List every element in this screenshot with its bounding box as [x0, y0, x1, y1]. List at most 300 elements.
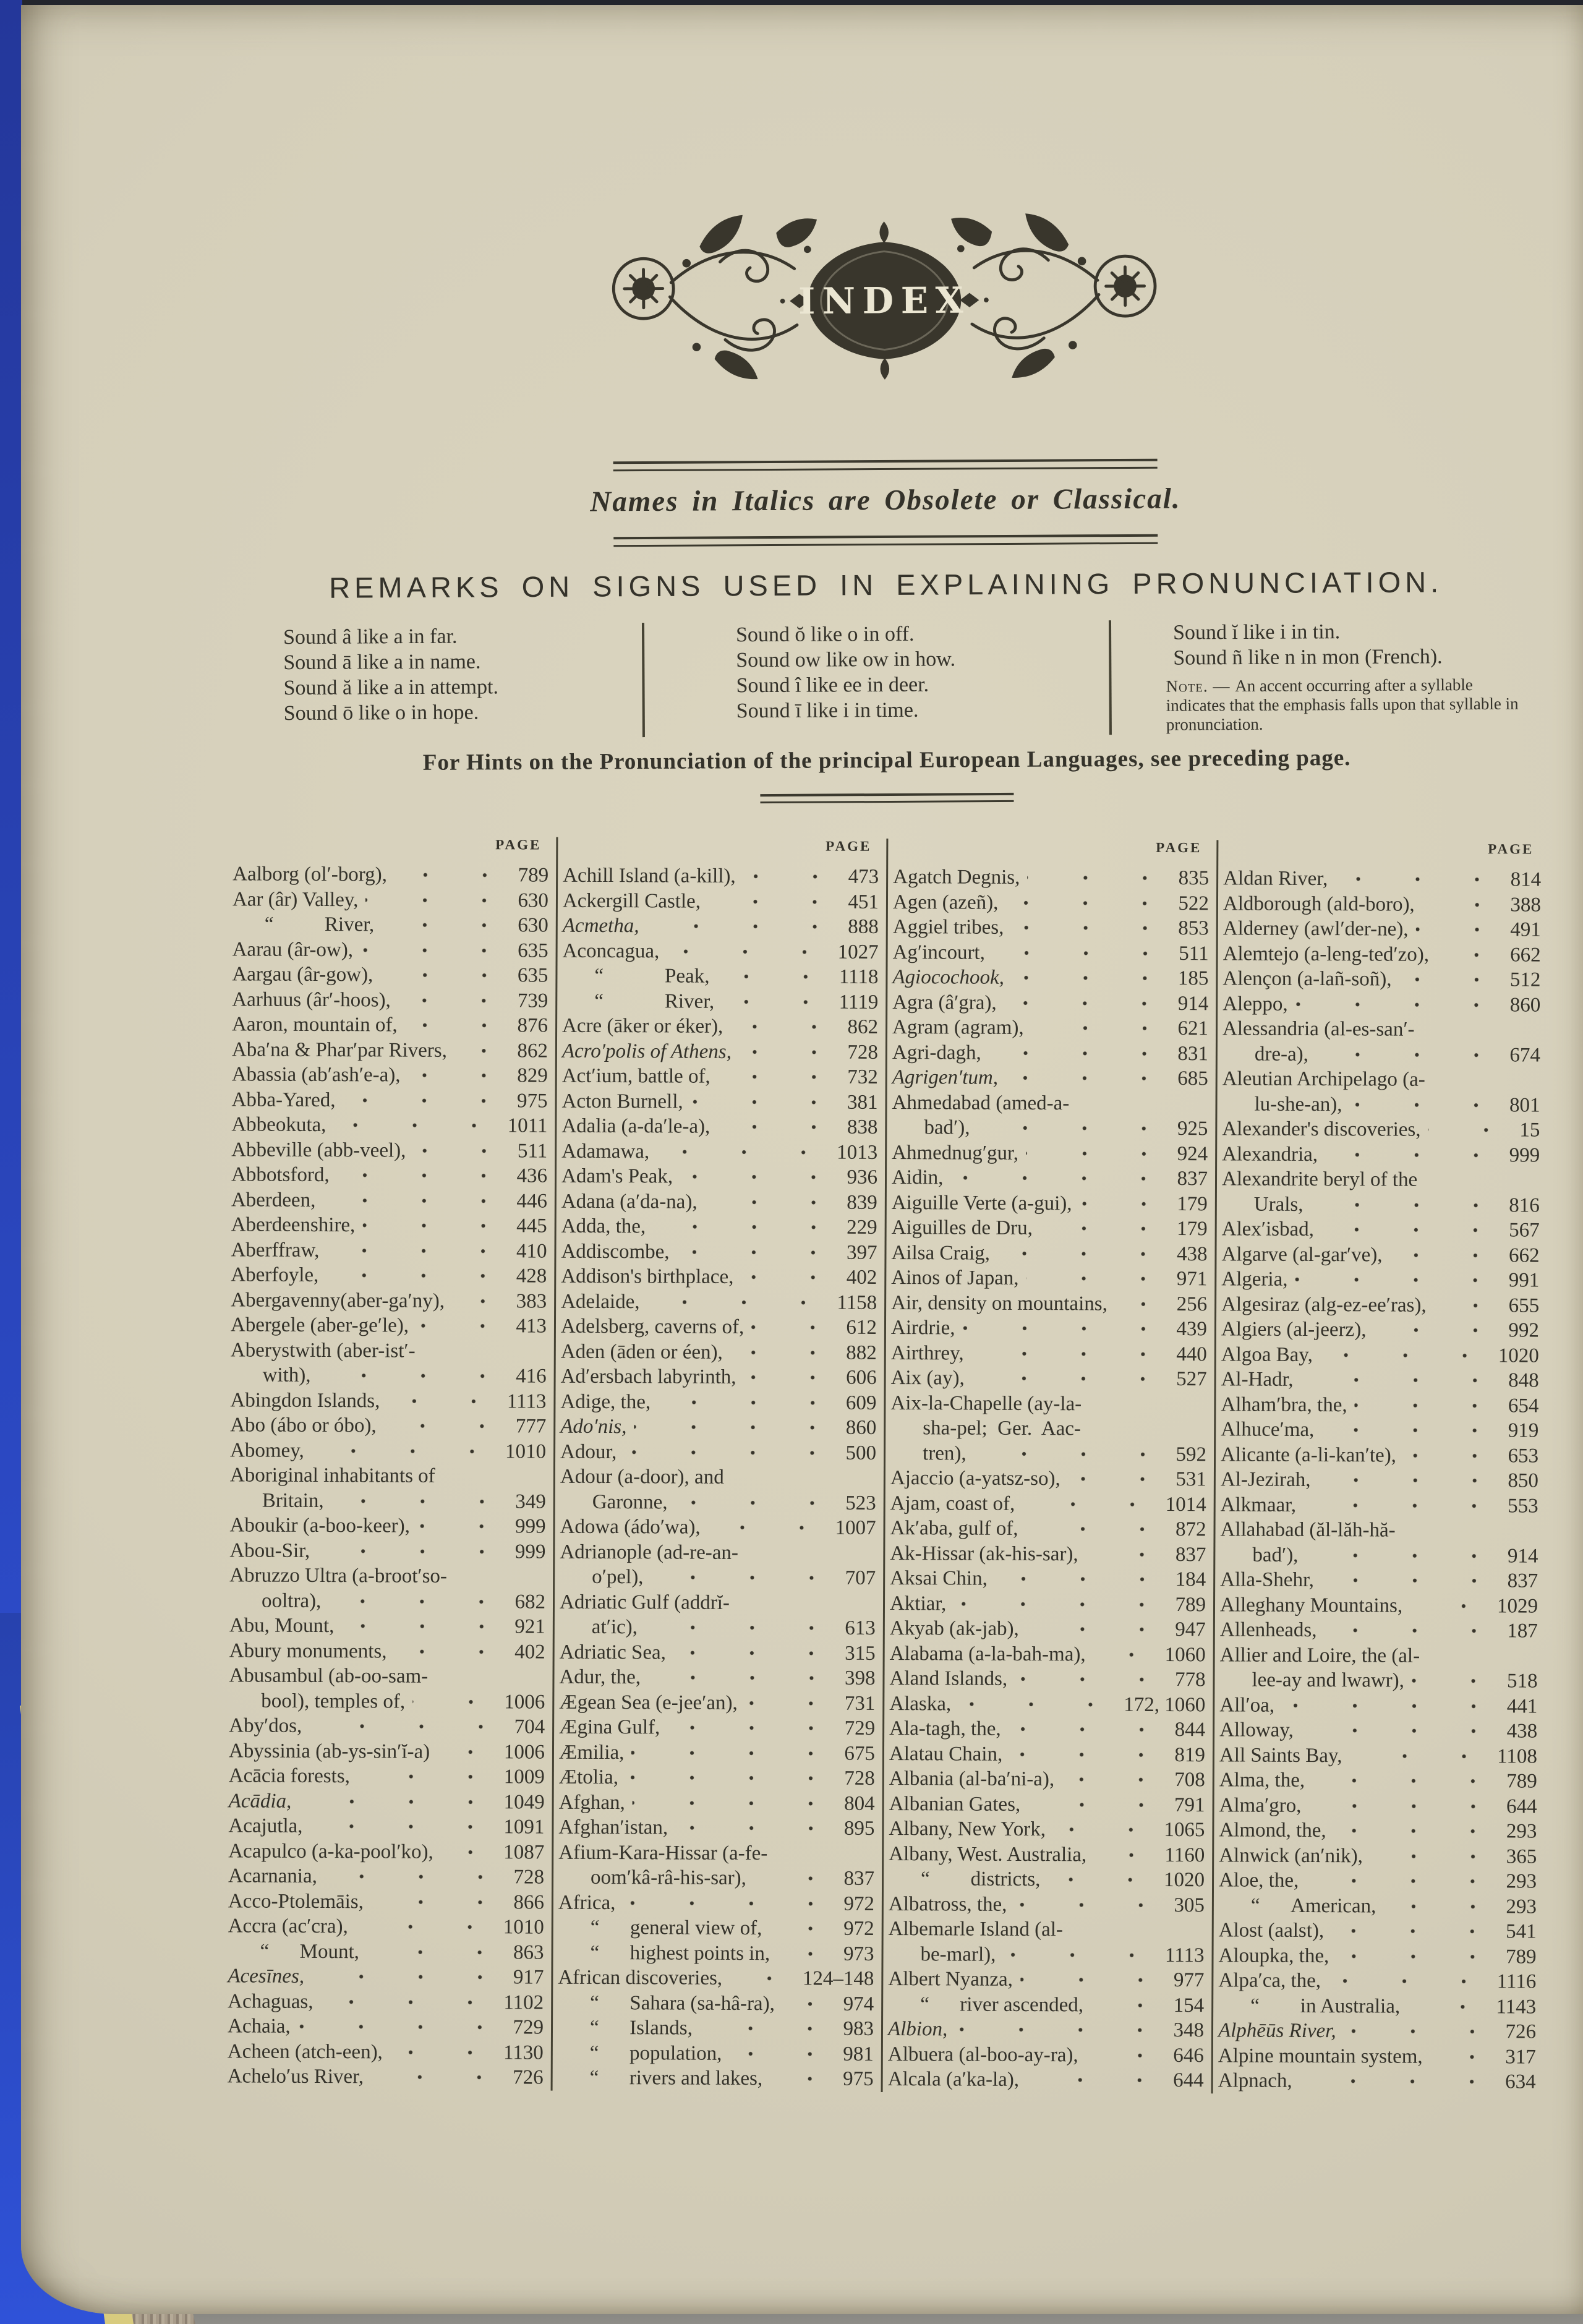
entry-text: “ River,	[594, 989, 715, 1013]
index-entry	[558, 1815, 874, 1842]
dot-leader	[743, 1365, 842, 1390]
entry-text: Abruzzo Ultra (a-broot′so-	[229, 1564, 448, 1587]
index-entry	[1220, 1617, 1538, 1644]
index-entry	[560, 1639, 876, 1666]
dot-leader	[441, 1839, 500, 1865]
pronunciation-line: Sound ă like a in attempt.	[283, 675, 499, 700]
dot-leader	[717, 964, 835, 989]
entry-text: Agatch Degnis,	[893, 866, 1020, 889]
entry-text: Agra (â′gra),	[892, 991, 997, 1014]
index-entry	[228, 1863, 544, 1890]
index-entry	[889, 1766, 1205, 1793]
entry-text: Britain,	[262, 1489, 324, 1512]
entry-page-number: 317	[1505, 2045, 1536, 2069]
entry-text: Aalborg (ol′-borg),	[233, 863, 388, 886]
entry-page-number: 402	[846, 1266, 877, 1289]
dot-leader	[730, 1014, 844, 1040]
entry-page-number: 1014	[1165, 1493, 1206, 1516]
index-entry	[889, 1892, 1205, 1918]
entry-page-number: 999	[514, 1515, 546, 1538]
note-text: An accent occurring after a syllable indicates that the emphasis falls upon that syllable in pronunciation.	[1166, 675, 1519, 734]
entry-text: Acapulco (a-ka-pool′ko),	[228, 1839, 433, 1863]
entry-text: Alhuce′ma,	[1221, 1418, 1315, 1442]
dot-leader	[326, 1263, 513, 1289]
index-entry	[1221, 1417, 1538, 1443]
entry-text: at′ic),	[591, 1615, 638, 1639]
index-entry	[228, 1963, 544, 1990]
dot-leader	[309, 1714, 511, 1740]
entry-text: bool), temples of,	[261, 1690, 406, 1713]
entry-text: Alma, the,	[1219, 1769, 1305, 1792]
entry-text: Alexandria,	[1222, 1142, 1318, 1166]
entry-page-number: 975	[843, 2067, 874, 2090]
dot-leader	[675, 1490, 842, 1516]
entry-text: Alex′isbad,	[1221, 1218, 1315, 1241]
index-entry	[230, 1412, 546, 1439]
dot-leader	[729, 2041, 839, 2066]
entry-text: Æmilia,	[558, 1741, 625, 1764]
entry-page-number: 816	[1509, 1194, 1540, 1217]
dot-leader	[658, 1390, 842, 1416]
entry-page-number: 397	[846, 1241, 877, 1264]
entry-page-number: 682	[514, 1590, 546, 1613]
dot-leader	[1053, 1817, 1161, 1842]
entry-text: Aksai Chin,	[890, 1567, 988, 1590]
short-double-rule	[760, 793, 1013, 803]
entry-page-number: 531	[1176, 1468, 1206, 1491]
entry-text: All Saints Bay,	[1219, 1743, 1342, 1767]
index-entry	[560, 1489, 876, 1516]
index-entry	[228, 1839, 544, 1865]
entry-page-number: 440	[1176, 1343, 1207, 1365]
entry-page-number: 1143	[1496, 1995, 1537, 2019]
entry-page-number: 613	[845, 1617, 876, 1639]
dot-leader	[1399, 967, 1506, 993]
index-entry	[889, 1792, 1205, 1818]
entry-page-number: 1006	[504, 1690, 545, 1714]
entry-text: Albanian Gates,	[889, 1792, 1021, 1816]
entry-text: be-marl),	[920, 1942, 996, 1966]
entry-page-number: 1010	[505, 1440, 547, 1463]
dot-leader	[1115, 1291, 1173, 1317]
pronunciation-line: Sound ā like a in name.	[283, 650, 481, 675]
entry-text: Adalia (a-da′le-a),	[561, 1114, 710, 1138]
entry-text: Adriatic Sea,	[559, 1641, 667, 1664]
entry-page-number: 685	[1177, 1067, 1208, 1090]
index-entry	[892, 1065, 1208, 1092]
dot-leader	[1005, 1066, 1174, 1092]
dot-leader	[1005, 890, 1174, 916]
entry-page-number: 862	[847, 1015, 879, 1038]
entry-text: Acton Burnell,	[561, 1090, 683, 1113]
entry-page-number: 872	[1175, 1518, 1206, 1541]
entry-page-number: 1007	[835, 1516, 876, 1539]
dot-leader	[1422, 892, 1507, 917]
entry-page-number: 644	[1506, 1795, 1537, 1818]
entry-text: Acesīnes,	[228, 1965, 305, 1988]
entry-text: Air, density on mountains,	[891, 1291, 1107, 1315]
entry-text: Alpnach,	[1218, 2069, 1292, 2092]
index-entry	[563, 913, 879, 940]
dot-leader	[1004, 990, 1174, 1016]
index-entry	[889, 1741, 1205, 1768]
entry-text: Alençon (a-lañ-soñ),	[1222, 967, 1392, 991]
dot-leader	[718, 1064, 844, 1090]
entry-text: Abassia (ab′ash′e-a),	[231, 1063, 401, 1087]
dot-leader	[954, 1591, 1171, 1617]
entry-text: Aar (âr) Valley,	[232, 887, 359, 911]
dot-leader	[1321, 1568, 1504, 1594]
entry-page-number: 305	[1174, 1894, 1205, 1916]
entry-page-number: 925	[1177, 1117, 1208, 1140]
dot-leader	[362, 1213, 513, 1239]
entry-page-number: 348	[1173, 2019, 1205, 2042]
dot-leader	[398, 988, 514, 1013]
entry-page-number: 862	[517, 1039, 548, 1062]
page-column-header: PAGE	[826, 838, 872, 854]
index-entry	[560, 1589, 876, 1616]
entry-text: Ad′ersbach labyrinth,	[560, 1365, 736, 1388]
dot-leader	[1012, 965, 1174, 991]
entry-page-number: 541	[1506, 1920, 1537, 1943]
dot-leader	[1025, 1516, 1172, 1542]
dot-leader	[367, 1939, 510, 1965]
entry-page-number: 1160	[1164, 1843, 1205, 1866]
dot-leader	[1324, 1618, 1503, 1644]
entry-page-number: 413	[516, 1315, 547, 1338]
index-entry	[1221, 1242, 1539, 1268]
dot-leader	[1093, 1642, 1161, 1667]
entry-page-number: 179	[1177, 1218, 1208, 1241]
dot-leader	[1430, 2044, 1502, 2069]
index-entry	[228, 2039, 544, 2066]
entry-page-number: 634	[1505, 2070, 1536, 2093]
index-entry	[560, 1615, 876, 1641]
index-entry	[1221, 1467, 1538, 1493]
index-entry	[890, 1516, 1206, 1542]
index-entry	[229, 1613, 545, 1639]
entry-text: “ Sahara (sa-hâ-ra),	[590, 1991, 775, 2015]
entry-page-number: 1065	[1164, 1818, 1205, 1842]
entry-page-number: 630	[518, 914, 548, 937]
dot-leader	[958, 1691, 1120, 1717]
entry-text: Ag′incourt,	[892, 941, 985, 964]
dot-leader	[1321, 1417, 1504, 1443]
entry-text: bad′),	[1252, 1544, 1299, 1566]
entry-text: Adour,	[560, 1440, 617, 1463]
entry-text: Algiers (al-jeerz),	[1221, 1318, 1367, 1341]
index-entry	[228, 1913, 544, 1940]
entry-text: Abo (ábo or óbo),	[230, 1414, 377, 1437]
entry-text: Urals,	[1253, 1193, 1304, 1216]
entry-page-number: 410	[516, 1239, 547, 1263]
dot-leader	[1428, 1117, 1516, 1143]
dot-leader	[394, 1639, 511, 1664]
entry-page-number: 184	[1175, 1568, 1206, 1591]
entry-text: Aktiar,	[889, 1592, 947, 1615]
entry-text: Agrigen′tum,	[892, 1066, 999, 1089]
index-entry	[1220, 1592, 1538, 1619]
index-entry	[558, 1940, 874, 1967]
index-entry	[558, 2015, 874, 2042]
entry-page-number: 876	[517, 1014, 548, 1037]
entry-text: Adana (a′da-na),	[561, 1190, 698, 1213]
entry-page-number: 1060	[1164, 1643, 1206, 1666]
dot-leader	[395, 863, 514, 888]
index-entry	[229, 1588, 545, 1615]
entry-text: “ river ascended,	[920, 1993, 1084, 2016]
entry-text: Abomey,	[230, 1438, 304, 1462]
entry-text: lee-ay and lwawr),	[1252, 1668, 1405, 1692]
index-table	[223, 835, 1549, 2095]
dot-leader	[361, 938, 514, 963]
index-entry	[229, 1738, 545, 1765]
dot-leader	[647, 1289, 833, 1315]
entry-text: Albemarle Island (al-	[888, 1918, 1064, 1941]
index-entry	[888, 1942, 1204, 1968]
index-entry	[891, 1315, 1207, 1342]
dot-leader	[1014, 1892, 1170, 1918]
dot-leader	[648, 1665, 841, 1691]
entry-page-number: 349	[515, 1490, 546, 1513]
index-entry	[1223, 866, 1541, 892]
entry-page-number: 621	[1177, 1017, 1209, 1040]
dot-leader	[1010, 1741, 1171, 1767]
dot-leader	[331, 1489, 512, 1514]
entry-text: Adowa (ádo′wa),	[560, 1515, 701, 1539]
dot-leader	[730, 1966, 799, 1991]
ornament-flourish-left	[613, 215, 818, 380]
dot-leader	[1412, 1668, 1503, 1694]
entry-page-number: 609	[845, 1391, 877, 1414]
index-entry	[230, 1463, 546, 1489]
entry-text: Addison's birthplace,	[561, 1265, 734, 1288]
index-entry	[1221, 1342, 1539, 1369]
entry-page-number: 1006	[503, 1740, 545, 1764]
entry-text: Aarau (âr-ow),	[232, 938, 354, 961]
dot-leader	[1022, 1491, 1162, 1516]
dot-leader	[1079, 1191, 1173, 1216]
dot-leader	[1027, 865, 1174, 891]
dot-leader	[343, 1088, 514, 1114]
entry-text: Alma′gro,	[1219, 1793, 1302, 1817]
entry-page-number: 646	[1173, 2044, 1204, 2067]
pronunciation-line: Sound ñ like n in mon (French).	[1173, 645, 1443, 670]
index-entry	[561, 1264, 877, 1291]
index-entry	[561, 1364, 877, 1391]
hints-line: For Hints on the Pronunciation of the principal European Languages, see preceding page.	[422, 745, 1351, 775]
entry-text: Acarnania,	[228, 1865, 317, 1887]
index-entry	[561, 1139, 877, 1165]
entry-text: Aix (ay),	[890, 1367, 965, 1390]
index-entry	[562, 1064, 878, 1090]
index-entry	[891, 1365, 1207, 1392]
entry-text: Acre (āker or éker),	[562, 1014, 723, 1038]
dot-leader	[325, 1864, 510, 1890]
entry-page-number: 635	[518, 939, 548, 962]
entry-text: Addiscombe,	[561, 1240, 670, 1263]
entry-page-number: 860	[1509, 993, 1541, 1017]
entry-page-number: 512	[1509, 968, 1541, 991]
dot-leader	[769, 1916, 840, 1941]
entry-text: Adrianople (ad-re-an-	[560, 1540, 739, 1564]
entry-text: Ætolia,	[558, 1766, 619, 1789]
entry-text: Ala-tagh, the,	[889, 1717, 1001, 1740]
index-entry	[890, 1491, 1206, 1518]
dot-leader	[1048, 1867, 1160, 1892]
entry-page-number: 1091	[503, 1816, 545, 1839]
index-entry	[888, 2042, 1204, 2069]
index-entry	[1219, 1843, 1537, 1869]
index-entry	[889, 1842, 1205, 1868]
dot-leader	[412, 1689, 500, 1714]
entry-text: Alemtejo (a-leng-ted′zo),	[1222, 942, 1430, 966]
entry-text: Ado′nis,	[560, 1415, 627, 1438]
index-entry	[560, 1439, 876, 1466]
remarks-heading: REMARKS ON SIGNS USED IN EXPLAINING PRONUNCIATION.	[328, 565, 1443, 604]
entry-page-number: 732	[847, 1066, 878, 1088]
entry-text: Alnwick (an′nik),	[1219, 1843, 1363, 1867]
entry-text: Agram (agram),	[892, 1016, 1024, 1039]
entry-text: African discoveries,	[558, 1966, 723, 1989]
entry-text: Achill Island (a-kill),	[563, 864, 736, 887]
entry-text: Abou-Sir,	[229, 1539, 310, 1562]
dot-leader	[298, 2014, 510, 2040]
index-entry	[563, 938, 879, 965]
index-entry	[558, 2066, 874, 2092]
index-entry	[1219, 1793, 1537, 1819]
dot-leader	[777, 1941, 840, 1967]
dot-leader	[691, 1089, 844, 1115]
entry-page-number: 924	[1177, 1142, 1208, 1165]
entry-text: Aaron, mountain of,	[232, 1013, 398, 1036]
entry-page-number: 154	[1173, 1994, 1205, 2017]
index-entry	[889, 1866, 1205, 1893]
entry-page-number: 398	[844, 1667, 876, 1690]
entry-text: Aggiel tribes,	[892, 916, 1004, 939]
index-entry	[890, 1641, 1206, 1668]
entry-text: Abyssinia (ab-ys-sin′ĭ-a)	[228, 1739, 430, 1763]
entry-text: Ackergill Castle,	[562, 889, 701, 913]
dot-leader	[1028, 1792, 1171, 1818]
entry-page-number: 15	[1519, 1119, 1540, 1142]
dot-leader	[1355, 1393, 1504, 1419]
entry-page-number: 936	[847, 1166, 878, 1189]
entry-text: Achaia,	[227, 2015, 291, 2038]
index-entry	[558, 1840, 874, 1866]
index-entry	[890, 1441, 1206, 1467]
index-entry	[1220, 1542, 1538, 1569]
entry-text: Acro′polis of Athens,	[561, 1040, 732, 1063]
dot-leader	[955, 2017, 1169, 2043]
entry-text: Albert Nyanza,	[888, 1968, 1013, 1991]
entry-page-number: 518	[1506, 1670, 1538, 1693]
entry-page-number: 674	[1509, 1043, 1540, 1067]
dot-leader	[405, 1013, 514, 1038]
index-entry	[562, 1014, 878, 1040]
index-entry	[233, 861, 548, 888]
entry-text: Ægean Sea (e-jee′an),	[559, 1691, 738, 1714]
dot-leader	[1304, 1492, 1504, 1518]
entry-text: Aarhuus (âr′-hoos),	[232, 988, 391, 1012]
index-entry	[229, 1663, 545, 1690]
dot-leader	[1415, 917, 1506, 942]
entry-text: Alla-Shehr,	[1220, 1568, 1315, 1592]
entry-page-number: 428	[516, 1265, 547, 1288]
entry-text: Aleutian Archipelago (a-	[1222, 1067, 1425, 1091]
dot-leader	[1086, 2043, 1170, 2068]
dot-leader	[653, 1214, 843, 1240]
entry-page-number: 1011	[507, 1114, 548, 1137]
double-rule-bottom	[613, 534, 1158, 547]
index-entry	[893, 865, 1209, 891]
entry-text: Abergele (aber-ge′le),	[230, 1314, 409, 1337]
dot-leader	[1321, 1217, 1505, 1243]
entry-text: with),	[262, 1364, 311, 1386]
entry-text: Adige, the,	[560, 1390, 651, 1413]
entry-page-number: 256	[1176, 1292, 1208, 1315]
entry-text: “ population,	[589, 2041, 722, 2065]
entry-text: Aboriginal inhabitants of	[229, 1464, 435, 1487]
pronunciation-column-3-lines	[1173, 618, 1520, 671]
entry-page-number: 675	[844, 1742, 876, 1765]
index-entry	[888, 1967, 1204, 1993]
index-entry	[1218, 2018, 1536, 2044]
page-column-header: PAGE	[495, 837, 542, 853]
entry-text: “ River,	[264, 913, 375, 936]
index-entry	[233, 937, 548, 963]
index-entry	[892, 965, 1208, 991]
dot-leader	[1009, 1717, 1171, 1743]
entry-text: Ajam, coast of,	[890, 1492, 1015, 1515]
index-entry	[228, 1889, 544, 1915]
index-entry	[888, 1992, 1204, 2019]
entry-text: Aba′na & Phar′par Rivers,	[231, 1038, 448, 1062]
dot-leader	[452, 1288, 513, 1314]
entry-page-number: 612	[846, 1316, 877, 1339]
entry-text: Algeria,	[1221, 1268, 1288, 1291]
dot-leader	[624, 1440, 842, 1466]
dot-leader	[977, 1116, 1174, 1142]
entry-page-number: 473	[848, 865, 879, 888]
entry-text: Alatau Chain,	[889, 1742, 1003, 1766]
index-entry	[1219, 1717, 1537, 1744]
index-entry	[229, 1788, 545, 1815]
entry-page-number: 777	[515, 1415, 547, 1438]
dot-leader	[1335, 866, 1507, 892]
pronunciation-line: Sound ŏ like o in off.	[735, 622, 915, 647]
index-entry	[1223, 916, 1541, 942]
entry-page-number: 1113	[1164, 1944, 1205, 1967]
entry-text: Abu, Mount,	[229, 1614, 335, 1638]
entry-page-number: 293	[1506, 1820, 1537, 1843]
dot-leader	[1091, 1993, 1170, 2018]
entry-page-number: 1130	[503, 2041, 544, 2064]
entry-page-number: 511	[517, 1139, 548, 1163]
entry-text: Albany, West. Australia,	[889, 1842, 1087, 1866]
dot-leader	[333, 1113, 503, 1139]
entry-text: Afium-Kara-Hissar (a-fe-	[558, 1841, 768, 1865]
entry-page-number: 1013	[837, 1141, 878, 1164]
entry-page-number: 704	[514, 1715, 545, 1738]
index-entry	[1222, 1041, 1540, 1068]
index-entry	[1218, 1993, 1536, 2020]
entry-page-number: 729	[844, 1717, 876, 1740]
dot-leader	[634, 1414, 842, 1440]
entry-text: Ainos of Japan,	[891, 1267, 1019, 1289]
entry-text: Adamawa,	[561, 1140, 650, 1163]
index-entry	[560, 1539, 876, 1566]
